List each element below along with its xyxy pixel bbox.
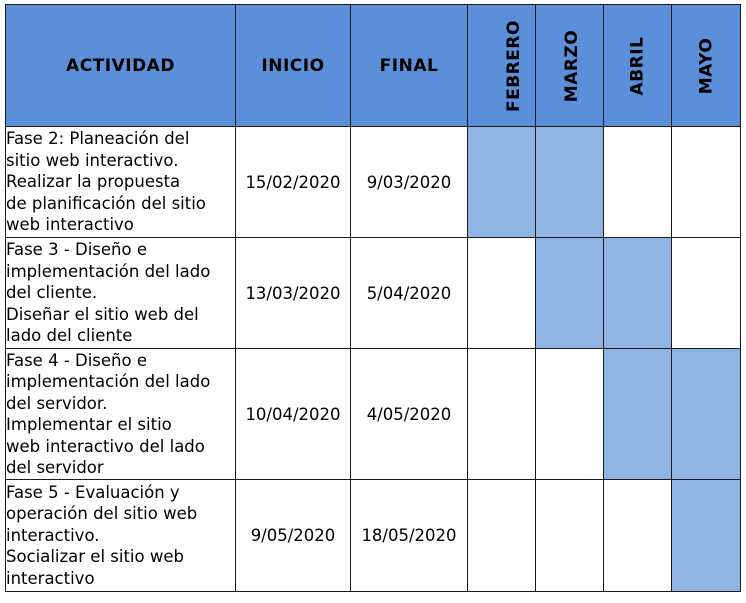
end-date-cell: 9/03/2020: [351, 127, 468, 238]
gantt-cell-abril: [604, 238, 672, 349]
gantt-cell-febrero: [468, 238, 536, 349]
end-header: FINAL: [351, 5, 468, 127]
activity-line: Implementar el sitio: [6, 415, 172, 434]
table-row: [6, 349, 741, 480]
activity-line: Fase 5 - Evaluación y: [6, 482, 180, 502]
activity-line: del servidor.: [6, 393, 108, 413]
activity-cell: [6, 480, 236, 592]
end-date-cell: 5/04/2020: [351, 238, 468, 349]
activity-line: sitio web interactivo.: [6, 150, 179, 170]
table-row: [6, 238, 741, 349]
header-row: [6, 5, 741, 127]
month-label: MAYO: [695, 37, 716, 94]
activity-line: interactivo: [6, 568, 95, 588]
activity-line: de planificación del sitio: [6, 193, 206, 213]
month-label: ABRIL: [627, 36, 648, 95]
month-header-mayo: [672, 5, 741, 127]
activity-cell: [6, 349, 236, 480]
gantt-cell-mayo: [672, 480, 741, 592]
gantt-cell-marzo: [536, 349, 604, 480]
start-date-cell: 9/05/2020: [236, 480, 351, 592]
gantt-cell-febrero: [468, 349, 536, 480]
activity-line: Fase 3 - Diseño e: [6, 240, 148, 260]
start-date-cell: 10/04/2020: [236, 349, 351, 480]
gantt-cell-mayo: [672, 238, 741, 349]
activity-cell: [6, 127, 236, 238]
gantt-cell-marzo: [536, 127, 604, 238]
month-header-marzo: [536, 5, 604, 127]
activity-line: Socializar el sitio web: [6, 547, 184, 567]
activity-line: Realizar la propuesta: [6, 172, 181, 192]
gantt-cell-febrero: [468, 480, 536, 592]
gantt-cell-mayo: [672, 127, 741, 238]
table-row: [6, 127, 741, 238]
activity-line: implementación del lado: [6, 261, 211, 281]
month-header-abril: [604, 5, 672, 127]
activity-line: implementación del lado: [6, 372, 211, 391]
gantt-cell-febrero: [468, 127, 536, 238]
gantt-cell-abril: [604, 480, 672, 592]
activity-line: del servidor: [6, 458, 104, 477]
end-date-cell: 4/05/2020: [351, 349, 468, 480]
activity-line: Fase 4 - Diseño e: [6, 350, 148, 370]
gantt-cell-marzo: [536, 480, 604, 592]
activity-line: Diseñar el sitio web del: [6, 304, 199, 324]
end-date-cell: 18/05/2020: [351, 480, 468, 592]
table-row: [6, 480, 741, 592]
month-header-febrero: [468, 5, 536, 127]
gantt-cell-mayo: [672, 349, 741, 480]
gantt-table: [5, 4, 741, 592]
activity-line: Fase 2: Planeación del: [6, 129, 190, 149]
month-label: FEBRERO: [503, 19, 524, 112]
activity-header: ACTIVIDAD: [6, 5, 236, 127]
gantt-cell-marzo: [536, 238, 604, 349]
gantt-cell-abril: [604, 127, 672, 238]
activity-cell: [6, 238, 236, 349]
start-date-cell: 13/03/2020: [236, 238, 351, 349]
activity-line: del cliente.: [6, 283, 98, 303]
activity-line: web interactivo del lado: [6, 436, 205, 456]
gantt-cell-abril: [604, 349, 672, 480]
activity-line: operación del sitio web: [6, 504, 198, 524]
activity-line: web interactivo: [6, 215, 134, 235]
activity-line: interactivo.: [6, 525, 100, 545]
activity-line: lado del cliente: [6, 326, 133, 346]
start-date-cell: 15/02/2020: [236, 127, 351, 238]
start-header: INICIO: [236, 5, 351, 127]
month-label: MARZO: [562, 29, 583, 102]
